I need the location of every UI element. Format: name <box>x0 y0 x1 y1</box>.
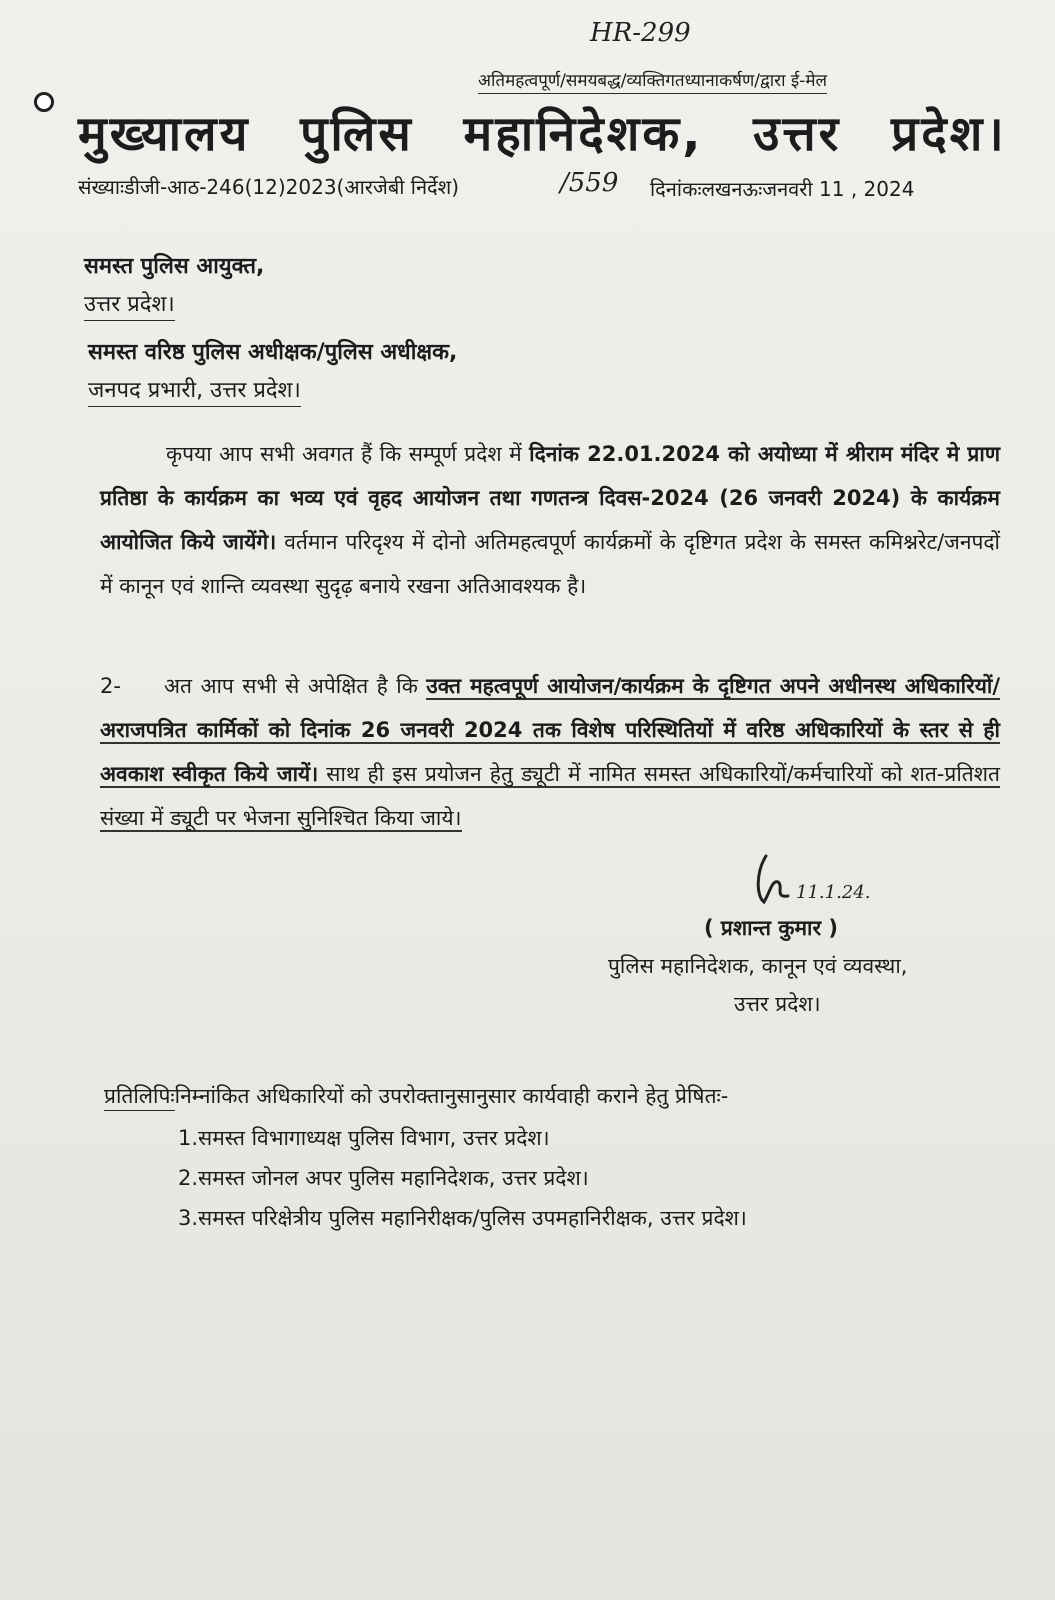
paragraph-1 <box>100 432 1000 608</box>
punch-hole <box>34 92 54 112</box>
priority-line: अतिमहत्वपूर्ण/समयबद्ध/व्यक्तिगतध्यानाकर्षण/द्वारा ई-मेल <box>478 68 827 94</box>
paragraph-2-number: 2- <box>100 674 121 698</box>
handwritten-dispatch-number: /559 <box>560 168 619 198</box>
paragraph-1-part1: कृपया आप सभी अवगत हैं कि सम्पूर्ण प्रदेश में <box>166 442 530 466</box>
copy-to-line <box>104 1082 728 1110</box>
paragraph-2 <box>100 664 1000 840</box>
addressee1-line2: उत्तर प्रदेश। <box>84 288 175 321</box>
addressee2-line2: जनपद प्रभारी, उत्तर प्रदेश। <box>88 374 301 407</box>
addressee1-line1: समस्त पुलिस आयुक्त, <box>84 254 265 279</box>
signatory-name: ( प्रशान्त कुमार ) <box>704 916 838 940</box>
signatory-state: उत्तर प्रदेश। <box>734 992 821 1016</box>
copy-to-heading: प्रतिलिपिः <box>104 1084 175 1111</box>
date-line: दिनांकःलखनऊःजनवरी 11 , 2024 <box>650 177 915 201</box>
paragraph-2-part3: साथ ही इस प्रयोजन हेतु ड्यूटी में नामित समस्त अधिकारियों/कर्मचारियों को शत-प्रतिशत संख्या में ड्यूटी पर भेजना सुनिश्चित किया जाये। <box>100 762 1000 830</box>
paragraph-1-bold: दिनांक 22.01.2024 को अयोध्या में श्रीराम मंदिर मे प्राण प्रतिष्ठा के कार्यक्रम का भव्य एवं वृहद आयोजन तथा गणतन्त्र दिवस-2024 (26 जनवरी 2024) के कार्यक्रम आयोजित किये जायेंगे। <box>100 442 1001 554</box>
header-title: मुख्यालय पुलिस महानिदेशक, उत्तर प्रदेश। <box>78 106 1007 162</box>
paragraph-2-part1: अत आप सभी से अपेक्षित है कि <box>164 674 427 698</box>
paragraph-2-bold: उक्त महत्वपूर्ण आयोजन/कार्यक्रम के दृष्टिगत अपने अधीनस्थ अधिकारियों/अराजपत्रित कार्मिकों को दिनांक 26 जनवरी 2024 तक विशेष परिस्थितियों में वरिष्ठ अधिकारियों के स्तर से ही अवकाश स्वीकृत किये जायें। <box>100 674 1000 786</box>
addressee2-line1: समस्त वरिष्ठ पुलिस अधीक्षक/पुलिस अधीक्षक, <box>88 340 458 365</box>
handwritten-reference: HR-299 <box>590 18 691 48</box>
copy-to-intro: निम्नांकित अधिकारियों को उपरोक्तानुसानुसार कार्यवाही कराने हेतु प्रेषितः- <box>174 1084 729 1108</box>
reference-number: संख्याःडीजी-आठ-246(12)2023(आरजेबी निर्देश) <box>78 175 460 199</box>
copy-item-1: 1.समस्त विभागाध्यक्ष पुलिस विभाग, उत्तर प्रदेश। <box>178 1126 550 1150</box>
copy-item-3: 3.समस्त परिक्षेत्रीय पुलिस महानिरीक्षक/पुलिस उपमहानिरीक्षक, उत्तर प्रदेश। <box>178 1206 747 1230</box>
signature-date: 11.1.24. <box>796 882 871 903</box>
paragraph-1-part3: वर्तमान परिदृश्य में दोनो अतिमहत्वपूर्ण कार्यक्रमों के दृष्टिगत प्रदेश के समस्त कमिश्नरेट/जनपदों में कानून एवं शान्ति व्यवस्था सुदृढ़ बनाये रखना अतिआवश्यक है। <box>100 530 1000 598</box>
signatory-designation: पुलिस महानिदेशक, कानून एवं व्यवस्था, <box>608 954 908 978</box>
copy-item-2: 2.समस्त जोनल अपर पुलिस महानिदेशक, उत्तर प्रदेश। <box>178 1166 589 1190</box>
